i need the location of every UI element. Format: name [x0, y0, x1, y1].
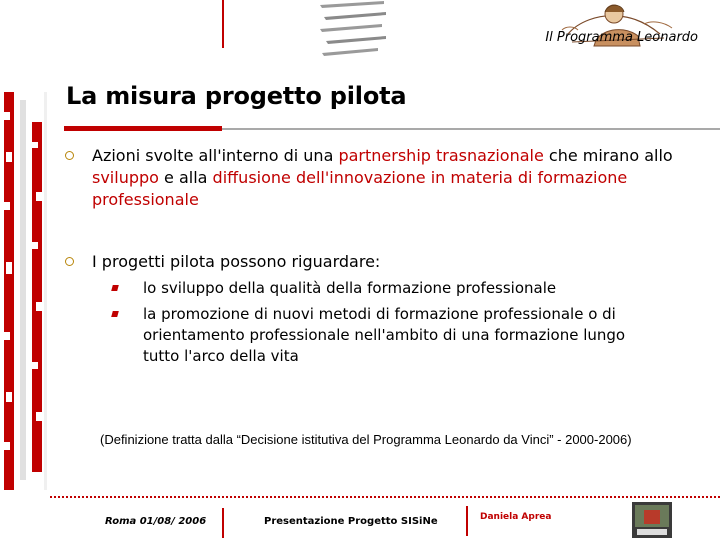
sub-bullet-icon [111, 311, 119, 317]
bullet-segment-emphasis: diffusione dell'innovazione in materia di formazione professionale [92, 168, 628, 209]
footer-presentation: Presentazione Progetto SISiNe [264, 516, 438, 527]
sub-bullet-text: la promozione di nuovi metodi di formazione professionale o di orientamento professionale nell'ambito di una formazione lungo tutto l'arco della vita [143, 305, 626, 365]
sub-bullet-text: lo sviluppo della qualità della formazione professionale [143, 279, 557, 297]
bullet-text-actions [92, 145, 692, 211]
footer-divider [50, 496, 720, 498]
bullet-text-pilot-projects: I progetti pilota possono riguardare: [92, 252, 381, 271]
footer-author: Daniela Aprea [480, 512, 552, 522]
page-title: La misura progetto pilota [66, 82, 407, 110]
bullet-segment-emphasis: sviluppo [92, 168, 159, 187]
sub-bullet-icon [111, 285, 119, 291]
bullet-segment: e alla [158, 168, 213, 187]
logo-thumbnail [632, 502, 672, 538]
source-note: (Definizione tratta dalla “Decisione istitutiva del Programma Leonardo da Vinci” - 2000-2006) [100, 432, 632, 447]
title-underline-accent [64, 126, 222, 131]
bullet-segment: Azioni svolte all'interno di una [92, 146, 339, 165]
header-label: Il Programma Leonardo [545, 30, 698, 45]
speed-lines-decoration [318, 0, 388, 62]
left-decorative-band [0, 92, 52, 490]
footer-separator [222, 508, 224, 538]
bullet-segment: che mirano allo [543, 146, 673, 165]
footer-date: Roma 01/08/ 2006 [105, 516, 207, 527]
bullet-segment-emphasis: partnership trasnazionale [338, 146, 544, 165]
footer-separator [466, 506, 468, 536]
bullet-ring-icon [65, 151, 74, 160]
header-divider [222, 0, 224, 48]
bullet-ring-icon [65, 257, 74, 266]
